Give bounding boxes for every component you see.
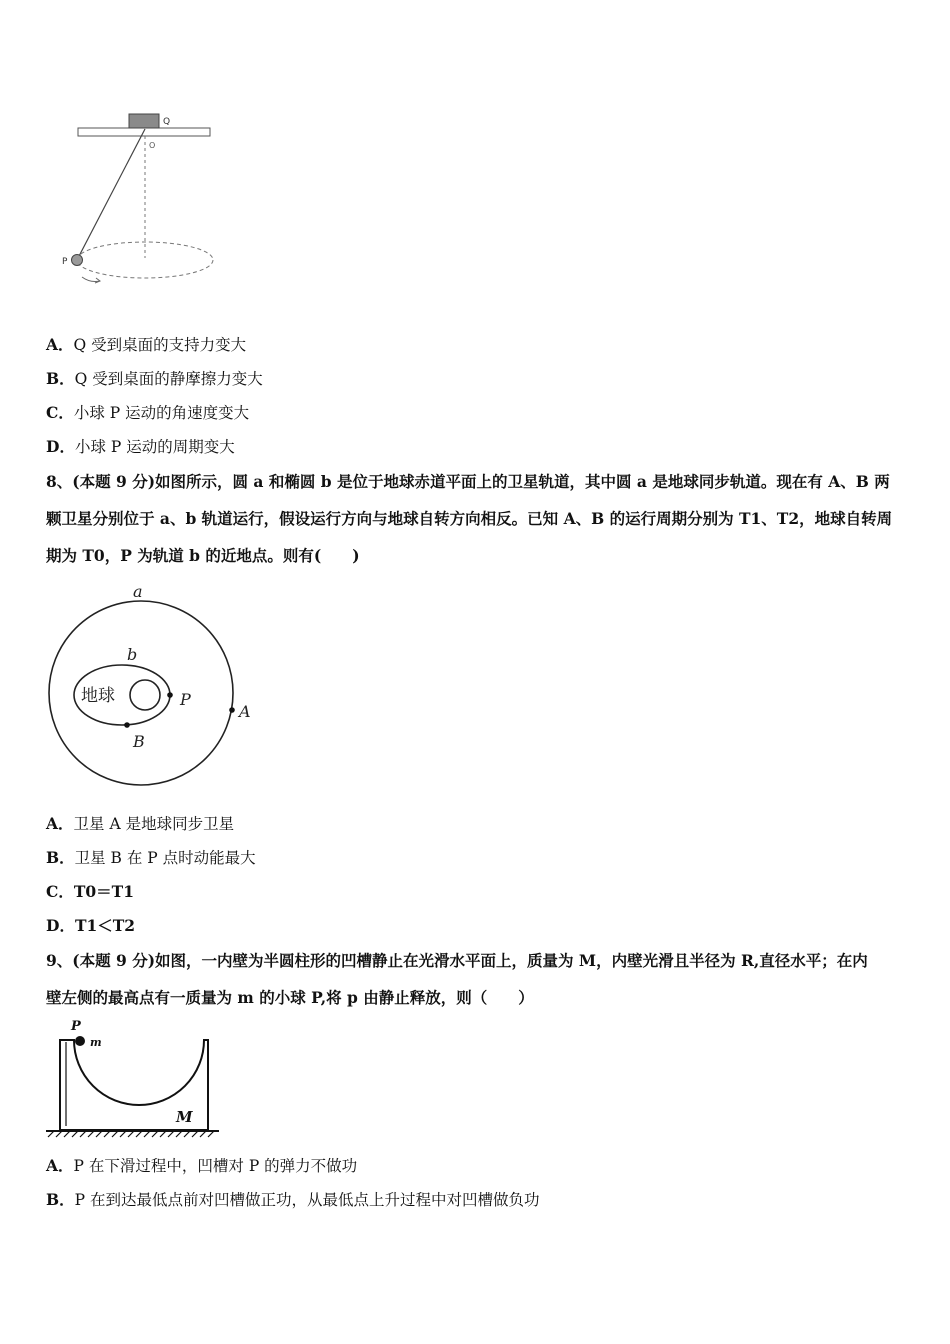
orbit-figure	[40, 580, 280, 800]
q9-stem-line1: 9、(本题 9 分)如图，一内壁为半圆柱形的凹槽静止在光滑水平面上，质量为 M，内壁光滑且半径为 R,直径水平；在内	[46, 951, 868, 970]
label-q: Q	[163, 117, 171, 127]
label-p: P	[71, 1019, 81, 1034]
satellite-a	[229, 707, 235, 713]
ball-p	[72, 255, 83, 266]
groove-figure	[44, 1018, 224, 1143]
label-a: a	[133, 582, 143, 601]
string-line	[77, 129, 145, 260]
arrow-head	[95, 278, 100, 283]
label-b: b	[127, 645, 138, 664]
q8-option-b: B．卫星 B 在 P 点时动能最大	[46, 848, 256, 867]
q8-option-d: D．T1＜T2	[46, 916, 136, 935]
q9-option-a: A．P 在下滑过程中，凹槽对 P 的弹力不做功	[46, 1156, 358, 1175]
label-o: O	[149, 141, 156, 150]
label-m: m	[90, 1036, 102, 1049]
label-B: B	[133, 732, 145, 751]
conical-pendulum-figure	[60, 105, 230, 295]
q7-option-a: A．Q 受到桌面的支持力变大	[46, 335, 247, 354]
q9-option-b: B．P 在到达最低点前对凹槽做正功，从最低点上升过程中对凹槽做负功	[46, 1190, 540, 1209]
q8-stem-line3: 期为 T0，P 为轨道 b 的近地点。则有( )	[46, 546, 360, 565]
q8-stem-line1: 8、(本题 9 分)如图所示，圆 a 和椭圆 b 是位于地球赤道平面上的卫星轨道，其中圆 a 是地球同步轨道。现在有 A、B 两	[46, 472, 890, 491]
label-A: A	[239, 702, 251, 721]
q7-option-b: B．Q 受到桌面的静摩擦力变大	[46, 369, 263, 388]
satellite-b	[124, 722, 130, 728]
q8-stem-line2: 颗卫星分别位于 a、b 轨道运行，假设运行方向与地球自转方向相反。已知 A、B 的运行周期分别为 T1、T2，地球自转周	[46, 509, 893, 528]
label-p: P	[62, 257, 68, 267]
label-M: M	[176, 1108, 193, 1126]
q8-option-c: C．T0＝T1	[46, 882, 134, 901]
earth	[130, 680, 160, 710]
ball-p	[75, 1036, 85, 1046]
point-p	[167, 692, 173, 698]
label-p: P	[180, 690, 191, 709]
q9-stem-line2: 壁左侧的最高点有一质量为 m 的小球 P,将 p 由静止释放，则（ ）	[46, 988, 534, 1007]
q7-option-d: D．小球 P 运动的周期变大	[46, 437, 235, 456]
block-q	[129, 114, 159, 128]
orbit-path	[77, 242, 213, 278]
label-earth: 地球	[81, 686, 115, 706]
q7-option-c: C．小球 P 运动的角速度变大	[46, 403, 250, 422]
orbit-a	[49, 601, 233, 785]
q8-option-a: A．卫星 A 是地球同步卫星	[46, 814, 235, 833]
